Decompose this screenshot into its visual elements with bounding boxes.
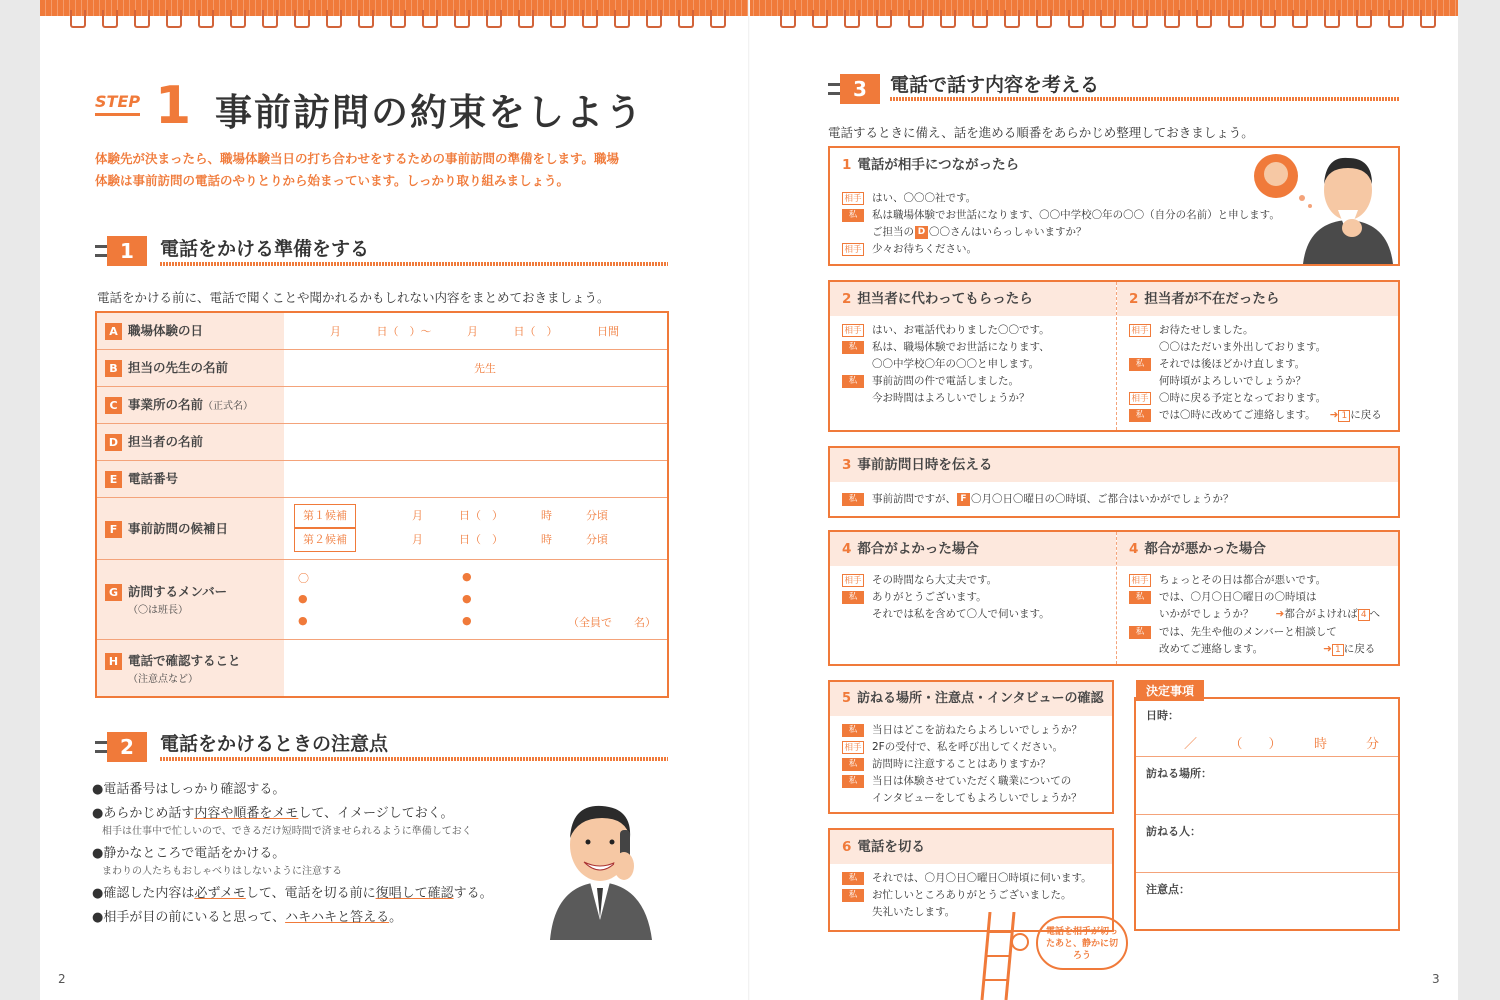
letter-e: E (105, 471, 122, 488)
card-5-title: 訪ねる場所・注意点・インタビューの確認 (857, 691, 1104, 706)
page-fold (748, 0, 750, 1000)
decided-place-row[interactable]: 訪ねる場所： (1136, 757, 1398, 815)
binding-ring (422, 10, 438, 28)
section-1-rule (160, 262, 668, 266)
form-row-f (96, 497, 668, 559)
prep-form (95, 311, 669, 698)
binding-ring (876, 10, 892, 28)
section-2-rule (160, 757, 668, 761)
section-3-rule (890, 97, 1400, 101)
letter-f: F (105, 521, 122, 538)
card-4b-title: 都合が悪かった場合 (1144, 541, 1266, 557)
binding-ring (1164, 10, 1180, 28)
binding-ring (454, 10, 470, 28)
form-row-d (96, 423, 668, 460)
tip-5: ●相手が目の前にいると思って、ハキハキと答える。 (92, 910, 403, 925)
section-3-desc: 電話するときに備え、話を進める順番をあらかじめ整理しておきましょう。 (828, 125, 1254, 140)
field-e[interactable] (284, 460, 668, 497)
binding-ring (908, 10, 924, 28)
binding-ring (390, 10, 406, 28)
f1-day: 日（ ） (459, 509, 503, 522)
member-mark: ● (298, 591, 308, 605)
card-4a-title: 都合がよかった場合 (857, 541, 979, 557)
decided-person-row[interactable]: 訪ねる人： (1136, 815, 1398, 873)
member-mark: ● (462, 591, 472, 605)
section-1-number: 1 (107, 236, 147, 266)
binding-ring (294, 10, 310, 28)
section-1-tag (95, 236, 147, 266)
binding-ring (262, 10, 278, 28)
letter-g: G (105, 584, 122, 601)
binding-ring (1132, 10, 1148, 28)
c-note: （正式名） (203, 401, 254, 412)
card-2: 2 担当者に代わってもらったら 相手 はい、お電話代わりました〇〇です。 私 私は、職場体験でお世話になります、 〇〇中学校〇年の〇〇と申します。 私 事前訪問の件で電話しました。 今お時間はよろしいでしょうか？ 2 担当者が不在だったら 相手 お待たせしました。 〇〇はただいま外出しております。 私 それでは後ほどかけ直します。 何時頃がよろしいでしょうか？ 相手 〇時に戻る予定となっております。 私 では〇時に改めてご連絡します。 ➜ 1 に戻る (828, 280, 1400, 432)
binding-ring (230, 10, 246, 28)
letter-d: D (105, 434, 122, 451)
form-row-h (96, 639, 668, 697)
binding-ring (1324, 10, 1340, 28)
tip-2-note: 相手は仕事中で忙しいので、できるだけ短時間で済ませられるように準備しておく (102, 826, 472, 837)
form-row-e (96, 460, 668, 497)
binding-ring (1260, 10, 1276, 28)
card-2b-title: 担当者が不在だったら (1144, 291, 1280, 307)
h-note: （注意点など） (128, 673, 198, 685)
binding-ring (102, 10, 118, 28)
card-1-title: 電話が相手につながったら (857, 157, 1020, 173)
a-days: 日間 (597, 324, 619, 338)
field-b[interactable] (284, 349, 668, 386)
section-2-number: 2 (107, 732, 147, 762)
tip-1: ●電話番号はしっかり確認する。 (92, 782, 286, 797)
form-row-g (96, 559, 668, 639)
leader-mark: 〇 (298, 571, 309, 585)
tip-4: ●確認した内容は必ずメモして、電話を切る前に復唱して確認する。 (92, 886, 493, 901)
f2-day: 日（ ） (459, 533, 503, 546)
binding-ring (812, 10, 828, 28)
label-f: 事前訪問の候補日 (128, 520, 229, 536)
binding-ring (646, 10, 662, 28)
a-day-2: 日（ ） (513, 324, 558, 338)
card-5: 5 訪ねる場所・注意点・インタビューの確認 私 当日はどこを訪ねたらよろしいでしょうか？ 相手 2Fの受付で、私を呼び出してください。 私 訪問時に注意することはありますか？ 私 当日は体験させていただく職業についての インタビューをしてもよろしいでしょうか？ (828, 680, 1114, 814)
binding-ring (780, 10, 796, 28)
a-month-2: 月 (467, 324, 478, 338)
field-a[interactable] (284, 312, 668, 349)
card-6: 6 電話を切る 私 それでは、〇月〇日〇曜日〇時頃に伺います。 私 お忙しいところありがとうございました。 失礼いたします。 (828, 828, 1114, 932)
binding-ring (1100, 10, 1116, 28)
speech-bubble: 電話を相手が切ったあと、静かに切ろう (1036, 916, 1128, 970)
binding-ring (1004, 10, 1020, 28)
binding-ring (710, 10, 726, 28)
decided-box (1134, 697, 1400, 931)
candidate-1: 第１候補 (294, 504, 356, 528)
decided-date-format: ／ （ ） 時 分 (1184, 737, 1380, 752)
binding-ring (1068, 10, 1084, 28)
label-c: 事業所の名前 (128, 397, 204, 412)
binding-ring (940, 10, 956, 28)
label-a: 職場体験の日 (128, 323, 204, 339)
binding-ring (358, 10, 374, 28)
binding-ring (1292, 10, 1308, 28)
card-2a-title: 担当者に代わってもらったら (857, 291, 1033, 307)
a-day-1: 日（ ）～ (376, 324, 432, 338)
binding-ring (1420, 10, 1436, 28)
card-3-title: 事前訪問日時を伝える (857, 457, 993, 473)
card-3: 3 事前訪問日時を伝える 私 事前訪問ですが、 F 〇月〇日〇曜日の〇時頃、ご都合はいかがでしょうか？ (828, 446, 1400, 518)
page-number-left: 2 (58, 972, 66, 986)
binding-ring (134, 10, 150, 28)
binding-ring (1196, 10, 1212, 28)
binding-ring (1228, 10, 1244, 28)
binding-ring (1036, 10, 1052, 28)
step-number: 1 (155, 76, 192, 136)
form-row-b (96, 349, 668, 386)
field-h[interactable] (284, 639, 668, 697)
label-e: 電話番号 (128, 471, 179, 486)
letter-b: B (105, 360, 122, 377)
letter-a: A (105, 323, 122, 340)
section-2-title: 電話をかけるときの注意点 (160, 733, 389, 755)
section-3-number: 3 (840, 74, 880, 104)
ladder-illustration (978, 912, 1048, 1000)
member-mark: ● (462, 613, 472, 627)
binding-ring (1356, 10, 1372, 28)
binding-ring (550, 10, 566, 28)
field-c[interactable] (284, 386, 668, 423)
f1-min: 分頃 (586, 509, 608, 522)
thinking-man-illustration (1248, 150, 1398, 264)
label-h: 電話で確認すること (128, 652, 241, 668)
binding-ring (678, 10, 694, 28)
section-1-title: 電話をかける準備をする (160, 238, 370, 260)
page-number-right: 3 (1432, 972, 1440, 986)
tip-3: ●静かなところで電話をかける。 (92, 846, 286, 861)
a-month-1: 月 (330, 324, 341, 338)
tip-3-note: まわりの人たちもおしゃべりはしないように注意する (102, 866, 342, 877)
binding-ring (518, 10, 534, 28)
binding-ring (582, 10, 598, 28)
label-b: 担当の先生の名前 (128, 360, 229, 375)
letter-h: H (105, 653, 122, 670)
section-2-tag (95, 732, 147, 762)
binding-ring (198, 10, 214, 28)
section-3-tag (828, 74, 880, 104)
decided-notes-row[interactable]: 注意点： (1146, 883, 1190, 896)
field-f[interactable] (284, 497, 668, 559)
f2-hour: 時 (541, 533, 552, 546)
binding-ring (486, 10, 502, 28)
label-g: 訪問するメンバー (128, 584, 228, 599)
f1-month: 月 (412, 509, 423, 522)
letter-c: C (105, 397, 122, 414)
f1-hour: 時 (541, 509, 552, 522)
field-d[interactable] (284, 423, 668, 460)
man-on-phone-illustration (540, 790, 660, 940)
intro-line-1: 体験先が決まったら、職場体験当日の打ち合わせをするための事前訪問の準備をします。職場 (95, 151, 620, 166)
booklet-spread (40, 0, 1458, 1000)
section-1-desc: 電話をかける前に、電話で聞くことや聞かれるかもしれない内容をまとめておきましょう。 (97, 290, 610, 305)
decided-tab: 決定事項 (1136, 680, 1204, 701)
binding-ring (326, 10, 342, 28)
card-6-title: 電話を切る (857, 839, 925, 855)
member-mark: ● (298, 613, 308, 627)
card-1: 1 電話が相手につながったら 相手 はい、〇〇〇社です。 私 私は職場体験でお世話になります、〇〇中学校〇年の〇〇（自分の名前）と申します。 ご担当の D 〇〇さんはいらっしゃいますか？ 相手 少々お待ちください。 (828, 146, 1400, 266)
b-suffix: 先生 (474, 361, 496, 375)
page-title: 事前訪問の約束をしよう (215, 91, 644, 134)
candidate-2: 第２候補 (294, 528, 356, 552)
decided-date-row[interactable]: 日時： ／ （ ） 時 分 (1136, 699, 1398, 757)
field-g[interactable] (284, 559, 668, 639)
f2-month: 月 (412, 533, 423, 546)
binding-ring (1388, 10, 1404, 28)
form-row-c (96, 386, 668, 423)
binding-ring (972, 10, 988, 28)
intro-text (95, 148, 715, 192)
step-label: STEP (95, 92, 140, 116)
binding-ring (166, 10, 182, 28)
section-3-title: 電話で話す内容を考える (890, 74, 1100, 96)
tip-2: ●あらかじめ話す内容や順番をメモして、イメージしておく。 (92, 806, 454, 821)
form-row-a (96, 312, 668, 349)
member-total: （全員で 名） (568, 615, 656, 629)
g-note: （〇は班長） (128, 605, 188, 616)
binding-ring (844, 10, 860, 28)
label-d: 担当者の名前 (128, 434, 204, 449)
binding-ring (70, 10, 86, 28)
binding-ring (614, 10, 630, 28)
card-4: 4 都合がよかった場合 相手 その時間なら大丈夫です。 私 ありがとうございます。 それでは私を含めて〇人で伺います。 4 都合が悪かった場合 相手 ちょっとその日は都合が悪いです。 私 では、〇月〇日〇曜日の〇時頃は いかがでしょうか？ ➜都合がよければ 4 へ 私 では、先生や他のメンバーと相談して 改めてご連絡します。 ➜ 1 に戻る (828, 530, 1400, 666)
intro-line-2: 体験は事前訪問の電話のやりとりから始まっています。しっかり取り組みましょう。 (95, 173, 570, 188)
tips-list (92, 780, 572, 928)
f2-min: 分頃 (586, 533, 608, 546)
member-mark: ● (462, 569, 472, 583)
